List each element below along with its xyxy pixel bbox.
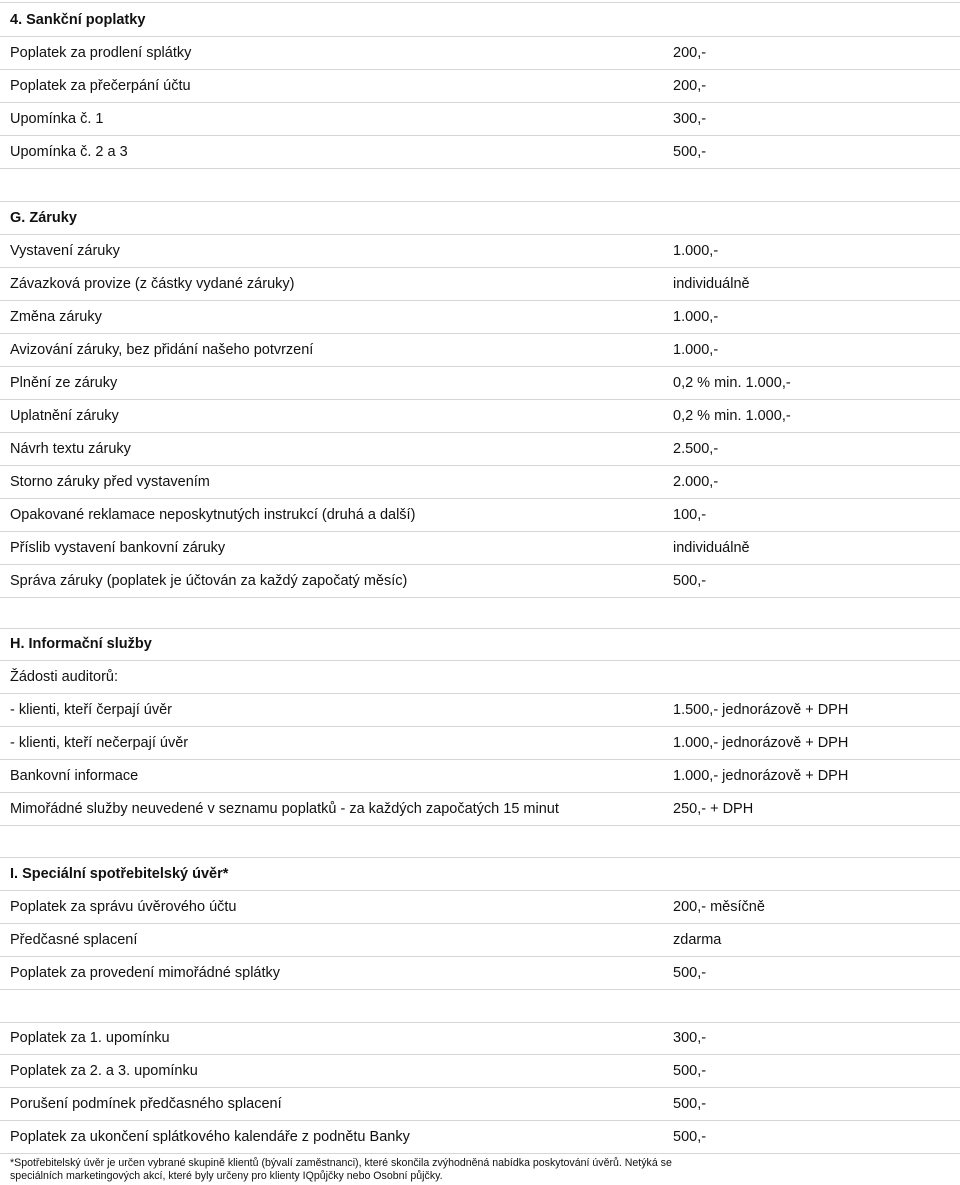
fee-label: Poplatek za 2. a 3. upomínku: [10, 1063, 198, 1079]
table-row: [0, 367, 960, 400]
fee-value: 500,-: [673, 573, 707, 589]
fee-label: Poplatek za správu úvěrového účtu: [10, 899, 237, 915]
section-heading-row: [0, 629, 960, 661]
table-row: [0, 268, 960, 301]
fee-value: 300,-: [673, 111, 707, 127]
table-row: [0, 1055, 960, 1088]
fee-value: 1.000,-: [673, 309, 719, 325]
fee-label: Předčasné splacení: [10, 932, 138, 948]
fee-label: Upomínka č. 2 a 3: [10, 144, 128, 160]
fee-value: 500,-: [673, 1063, 707, 1079]
section-heading-row: [0, 2, 960, 37]
fee-value: 200,- měsíčně: [673, 899, 765, 915]
section-heading-row: [0, 202, 960, 235]
section-heading: G. Záruky: [10, 210, 77, 226]
table-row: [0, 694, 960, 727]
fee-value: 1.000,- jednorázově + DPH: [673, 768, 849, 784]
fee-label: Poplatek za 1. upomínku: [10, 1030, 170, 1046]
fee-label: Vystavení záruky: [10, 243, 120, 259]
table-row: [0, 334, 960, 367]
table-row: [0, 957, 960, 990]
fee-label: Poplatek za provedení mimořádné splátky: [10, 965, 281, 981]
fee-label: Správa záruky (poplatek je účtován za každý započatý měsíc): [10, 573, 408, 589]
table-row: [0, 36, 960, 70]
table-row: [0, 727, 960, 760]
section-heading: H. Informační služby: [10, 636, 152, 652]
fee-label: Plnění ze záruky: [10, 375, 118, 391]
fee-label: Bankovní informace: [10, 768, 139, 784]
footnote: *Spotřebitelský úvěr je určen vybrané skupině klientů (bývalí zaměstnanci), které skončila zvýhodněná nabídka poskytování úvěrů. Netýká se speciálních marketingových akcí, které byly určeny pro klienty IQpůjčky nebo Osobní půjčky.: [10, 1157, 672, 1182]
fee-label: Změna záruky: [10, 309, 102, 325]
section-heading: 4. Sankční poplatky: [10, 12, 146, 28]
fee-label: Avizování záruky, bez přidání našeho potvrzení: [10, 342, 314, 358]
table-row: [0, 793, 960, 826]
fee-value: 500,-: [673, 965, 707, 981]
fee-value: 1.000,-: [673, 243, 719, 259]
fee-value: 250,- + DPH: [673, 801, 754, 817]
spacer-row: [0, 826, 960, 858]
fee-label: Závazková provize (z částky vydané záruky): [10, 276, 295, 292]
table-row: [0, 532, 960, 565]
fee-value: zdarma: [673, 932, 722, 948]
fee-value: individuálně: [673, 540, 750, 556]
fee-label: - klienti, kteří čerpají úvěr: [10, 702, 172, 718]
table-row: [0, 1121, 960, 1154]
table-row: [0, 661, 960, 694]
fee-value: 500,-: [673, 1096, 707, 1112]
section-heading-row: [0, 858, 960, 891]
fee-value: 0,2 % min. 1.000,-: [673, 408, 791, 424]
table-row: [0, 891, 960, 924]
fee-label: - klienti, kteří nečerpají úvěr: [10, 735, 189, 751]
table-row: [0, 466, 960, 499]
fee-label: Porušení podmínek předčasného splacení: [10, 1096, 282, 1112]
fee-label: Mimořádné služby neuvedené v seznamu poplatků - za každých započatých 15 minut: [10, 801, 559, 817]
fee-value: 500,-: [673, 1129, 707, 1145]
fee-label: Žádosti auditorů:: [10, 669, 119, 685]
fee-value: individuálně: [673, 276, 750, 292]
spacer-row: [0, 598, 960, 629]
fee-label: Návrh textu záruky: [10, 441, 131, 457]
fee-label: Storno záruky před vystavením: [10, 474, 210, 490]
fee-value: 500,-: [673, 144, 707, 160]
fee-label: Příslib vystavení bankovní záruky: [10, 540, 226, 556]
table-row: [0, 400, 960, 433]
spacer-row: [0, 169, 960, 202]
fee-value: 100,-: [673, 507, 707, 523]
fee-label: Upomínka č. 1: [10, 111, 104, 127]
table-row: [0, 103, 960, 136]
fee-value: 2.000,-: [673, 474, 719, 490]
table-row: [0, 433, 960, 466]
fee-label: Opakované reklamace neposkytnutých instrukcí (druhá a další): [10, 507, 416, 523]
fee-label: Poplatek za prodlení splátky: [10, 45, 192, 61]
table-row: [0, 499, 960, 532]
fee-value: 2.500,-: [673, 441, 719, 457]
fee-value: 1.000,-: [673, 342, 719, 358]
table-row: [0, 1023, 960, 1055]
table-row: [0, 136, 960, 169]
spacer-row: [0, 990, 960, 1023]
fee-label: Poplatek za ukončení splátkového kalendáře z podnětu Banky: [10, 1129, 410, 1145]
table-row: [0, 301, 960, 334]
section-heading: I. Speciální spotřebitelský úvěr*: [10, 866, 229, 882]
table-row: [0, 70, 960, 103]
table-row: [0, 235, 960, 268]
fee-label: Uplatnění záruky: [10, 408, 119, 424]
fee-label: Poplatek za přečerpání účtu: [10, 78, 191, 94]
fee-value: 200,-: [673, 78, 707, 94]
fee-value: 0,2 % min. 1.000,-: [673, 375, 791, 391]
fee-value: 200,-: [673, 45, 707, 61]
table-row: [0, 565, 960, 598]
fee-value: 1.000,- jednorázově + DPH: [673, 735, 849, 751]
fee-value: 300,-: [673, 1030, 707, 1046]
table-row: [0, 924, 960, 957]
fee-value: 1.500,- jednorázově + DPH: [673, 702, 849, 718]
table-row: [0, 760, 960, 793]
table-row: [0, 1088, 960, 1121]
